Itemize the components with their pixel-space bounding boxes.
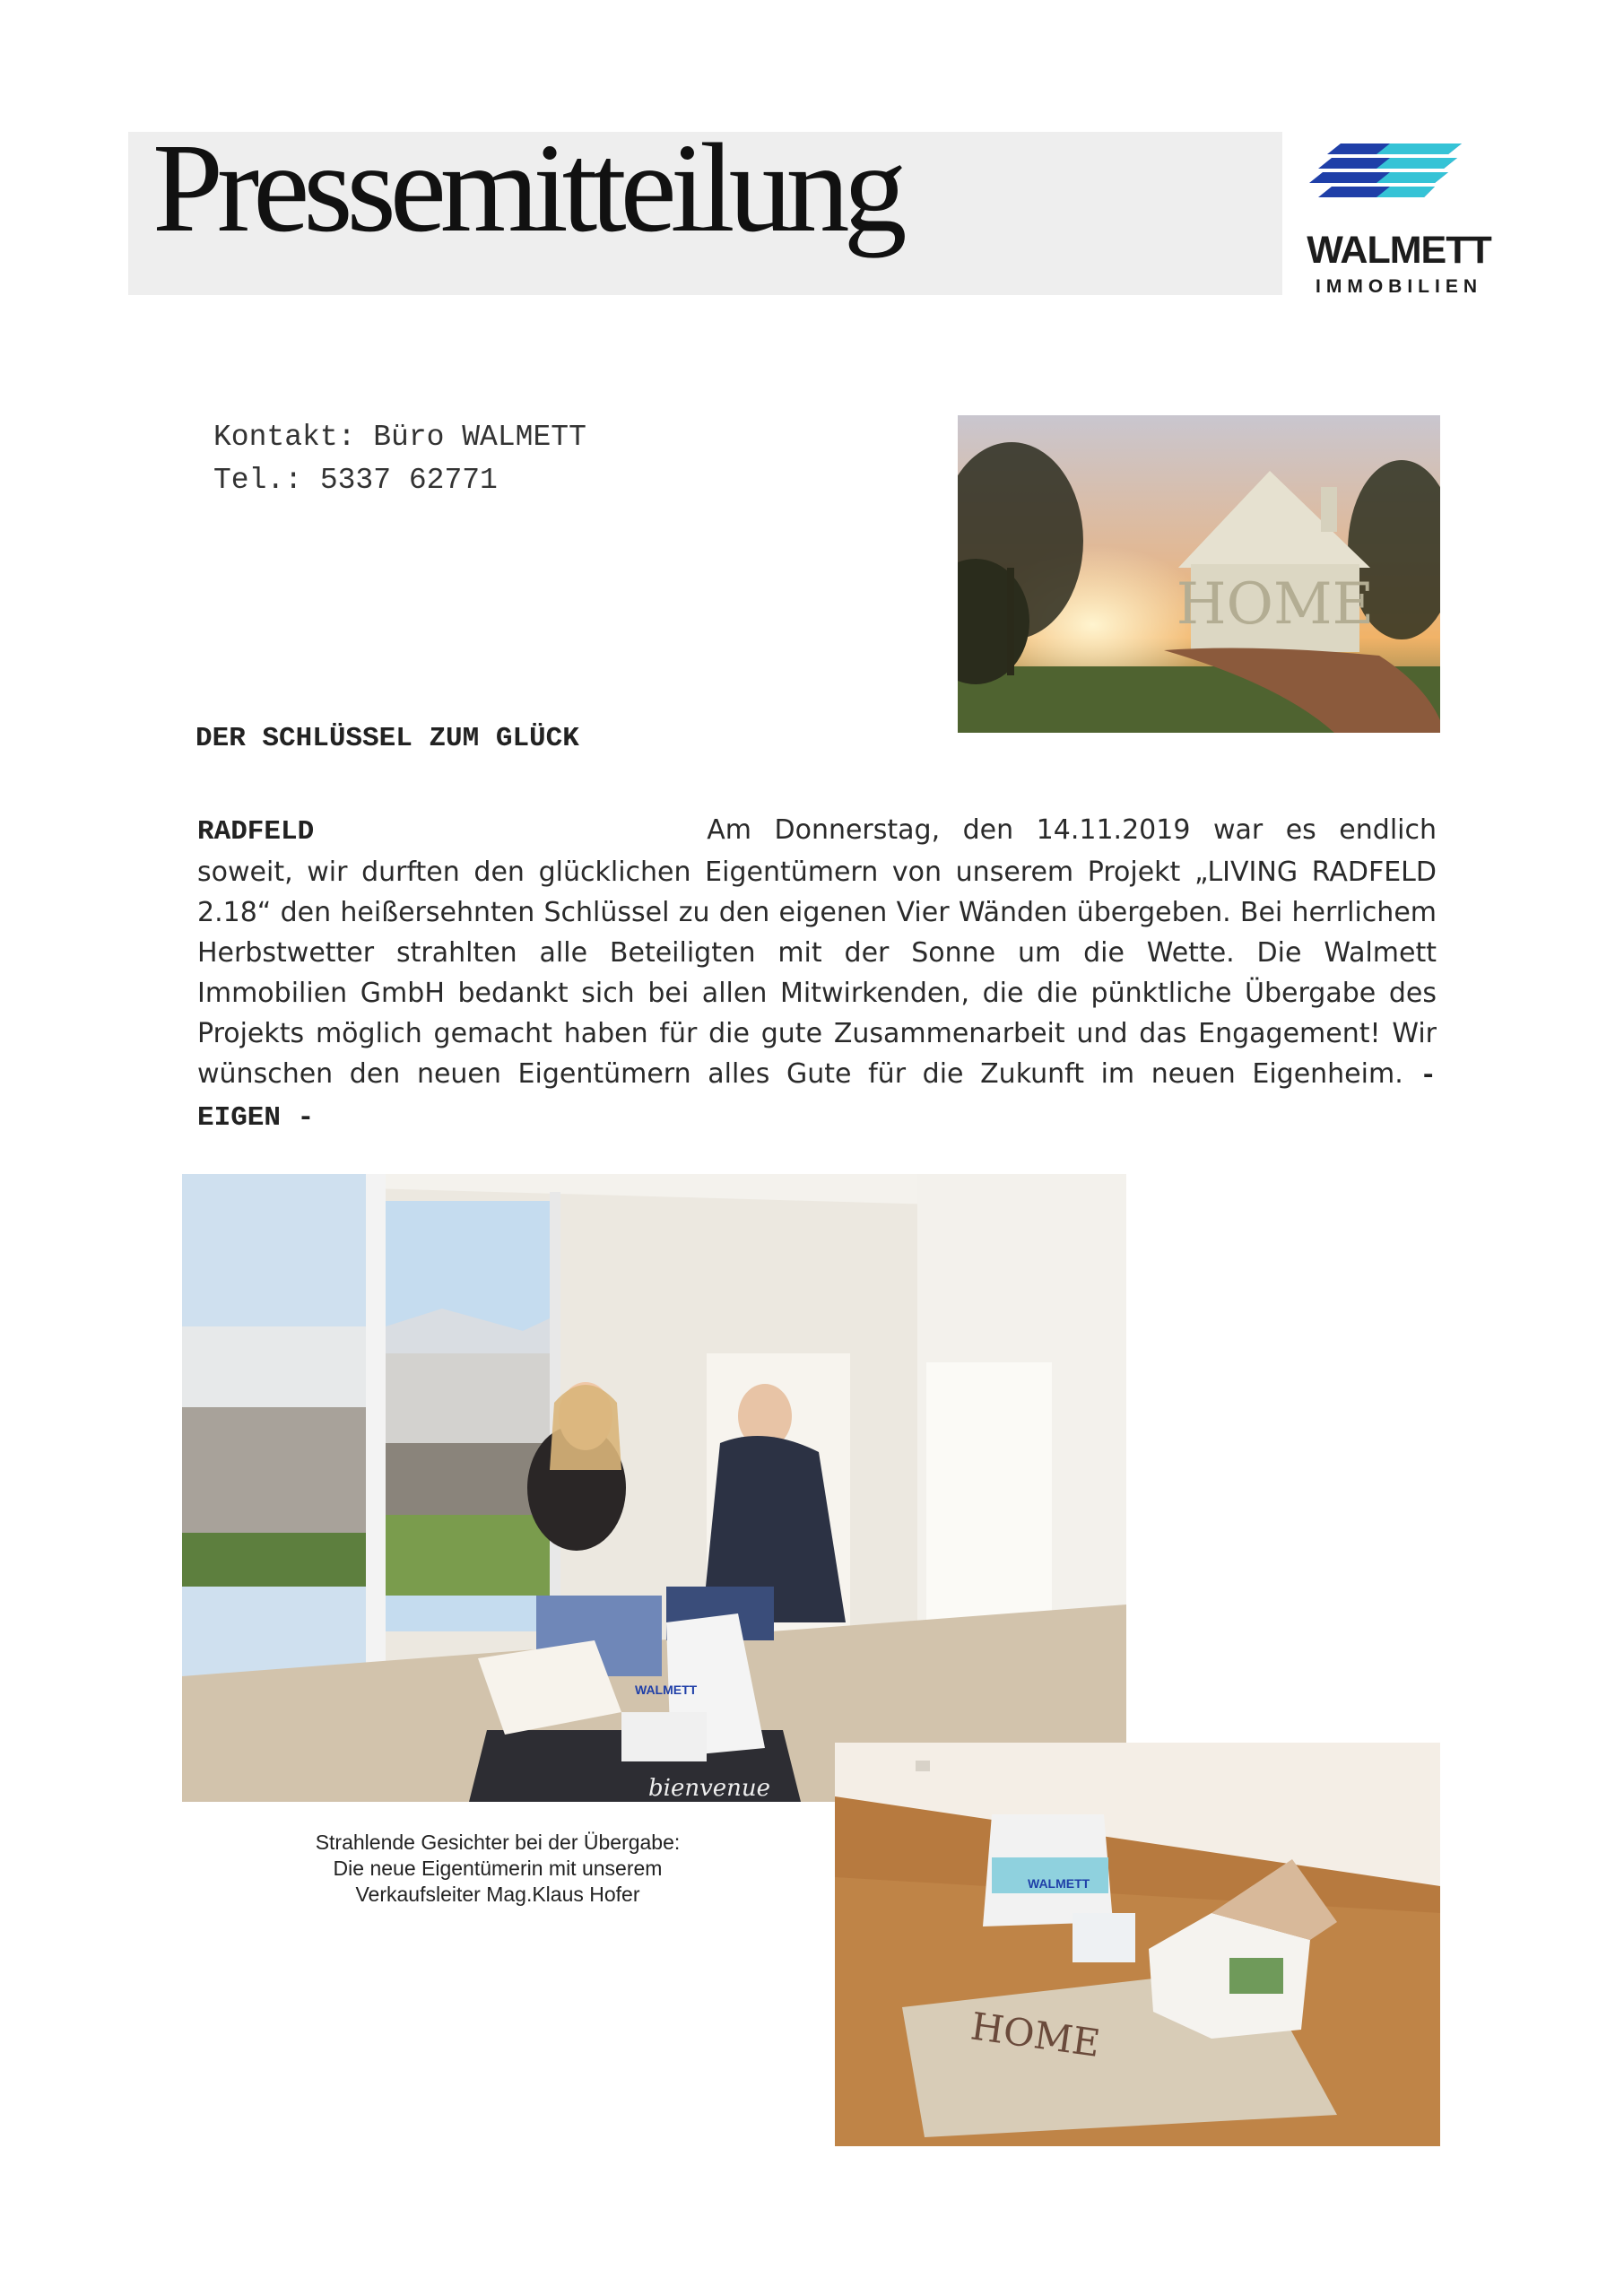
gift-photo [835,1743,1440,2146]
logo-name: WALMETT [1307,229,1491,272]
article-signature: - EIGEN - [197,1060,1437,1134]
caption-line: Die neue Eigentümerin mit unserem [333,1857,663,1880]
contact-phone: Tel.: 5337 62771 [213,464,498,497]
gift-bag-label-text: WALMETT [1028,1876,1090,1891]
house-sunset-photo [958,415,1440,733]
headline: DER SCHLÜSSEL ZUM GLÜCK [195,723,579,754]
handover-photo [182,1174,1126,1802]
caption-line: Strahlende Gesichter bei der Übergabe: [315,1831,681,1854]
contact-line: Kontakt: Büro WALMETT [213,421,586,454]
place-label: RADFELD [197,816,315,848]
home-sign-text: HOME [1176,571,1375,638]
article-body [197,810,1437,1138]
article-paragraph: Am Donnerstag, den 14.11.2019 war es endlich soweit, wir durften den glücklichen Eigentümern von unserem Projekt „LIVING RADFELD 2.18“ den heißersehnten Schlüssel zu den eigenen Vier Wänden übergeben. Bei herrlichem Herbstwetter strahlten alle Beteiligten mit der Sonne um die Wette. Die Walmett Immobilien GmbH bedankt sich bei allen Mitwirkenden, die die pünktliche Übergabe des Projekts möglich gemacht haben für die gute Zusammenarbeit und das Engagement! Wir wünschen den neuen Eigentümern alles Gute für die Zukunft im neuen Eigenheim. [197,814,1437,1090]
mat-home-text: HOME [968,2004,1103,2066]
doormat-text: bienvenue [648,1775,771,1802]
photo-caption [269,1830,726,1908]
page-title: Pressemitteilung [152,117,901,258]
contact-block [213,416,586,502]
bag-label-text: WALMETT [635,1683,698,1697]
logo-subtitle: IMMOBILIEN [1316,276,1482,297]
caption-line: Verkaufsleiter Mag.Klaus Hofer [355,1883,640,1906]
